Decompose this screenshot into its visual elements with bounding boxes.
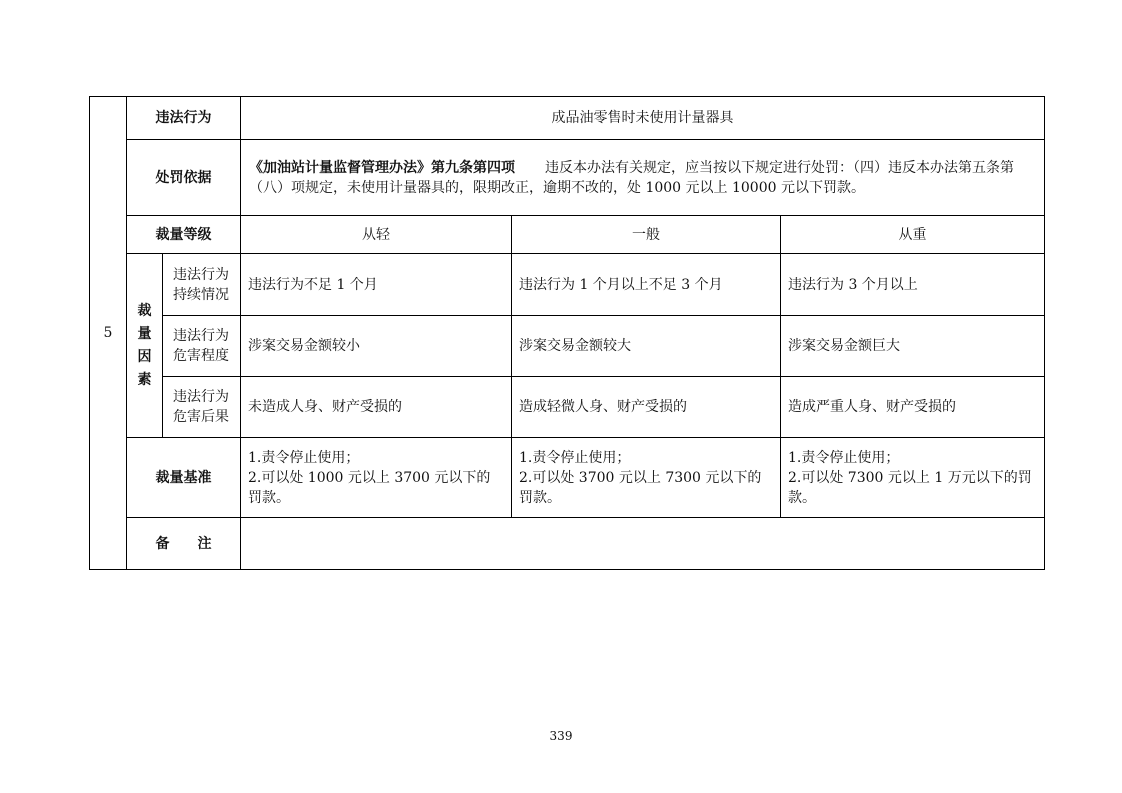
violation-text: 成品油零售时未使用计量器具 xyxy=(241,97,1045,140)
violation-row xyxy=(90,97,1045,140)
factor-cell: 涉案交易金额较大 xyxy=(512,316,781,377)
factor-name-duration: 违法行为 持续情况 xyxy=(163,254,241,316)
violation-label: 违法行为 xyxy=(127,97,241,140)
level-heavy: 从重 xyxy=(781,216,1045,254)
basis-row xyxy=(90,140,1045,216)
factor-cell: 违法行为不足 1 个月 xyxy=(241,254,512,316)
benchmark-cell-light: 1.责令停止使用； 2.可以处 1000 元以上 3700 元以下的罚款。 xyxy=(241,438,512,518)
remarks-label: 备 注 xyxy=(127,518,241,570)
factor-row-duration xyxy=(90,254,1045,316)
levels-row xyxy=(90,216,1045,254)
basis-cell xyxy=(241,140,1045,216)
factor-cell: 造成轻微人身、财产受损的 xyxy=(512,377,781,438)
benchmark-cell-general: 1.责令停止使用； 2.可以处 3700 元以上 7300 元以下的罚款。 xyxy=(512,438,781,518)
factor-row-consequence xyxy=(90,377,1045,438)
factor-cell: 涉案交易金额较小 xyxy=(241,316,512,377)
factor-cell: 造成严重人身、财产受损的 xyxy=(781,377,1045,438)
page-number: 339 xyxy=(549,729,573,743)
remarks-text xyxy=(241,518,1045,570)
factor-name-severity: 违法行为 危害程度 xyxy=(163,316,241,377)
factor-cell: 涉案交易金额巨大 xyxy=(781,316,1045,377)
level-light: 从轻 xyxy=(241,216,512,254)
benchmark-row xyxy=(90,438,1045,518)
row-number: 5 xyxy=(90,97,127,570)
remarks-row xyxy=(90,518,1045,570)
basis-title: 《加油站计量监督管理办法》第九条第四项 xyxy=(249,159,515,176)
levels-label: 裁量等级 xyxy=(127,216,241,254)
factor-cell: 未造成人身、财产受损的 xyxy=(241,377,512,438)
level-general: 一般 xyxy=(512,216,781,254)
basis-body: 违反本办法有关规定，应当按以下规定进行处罚：（四）违反本办法第五条第（八）项规定，未使用计量器具的，限期改正，逾期不改的，处 1000 元以上 10000 元以下罚款。 xyxy=(249,159,1014,196)
factor-row-severity xyxy=(90,316,1045,377)
factor-cell: 违法行为 1 个月以上不足 3 个月 xyxy=(512,254,781,316)
benchmark-cell-heavy: 1.责令停止使用； 2.可以处 7300 元以上 1 万元以下的罚款。 xyxy=(781,438,1045,518)
factors-label: 裁 量 因 素 xyxy=(127,254,163,438)
penalty-discretion-table xyxy=(89,96,1045,570)
factor-cell: 违法行为 3 个月以上 xyxy=(781,254,1045,316)
benchmark-label: 裁量基准 xyxy=(127,438,241,518)
basis-label: 处罚依据 xyxy=(127,140,241,216)
factor-name-consequence: 违法行为 危害后果 xyxy=(163,377,241,438)
